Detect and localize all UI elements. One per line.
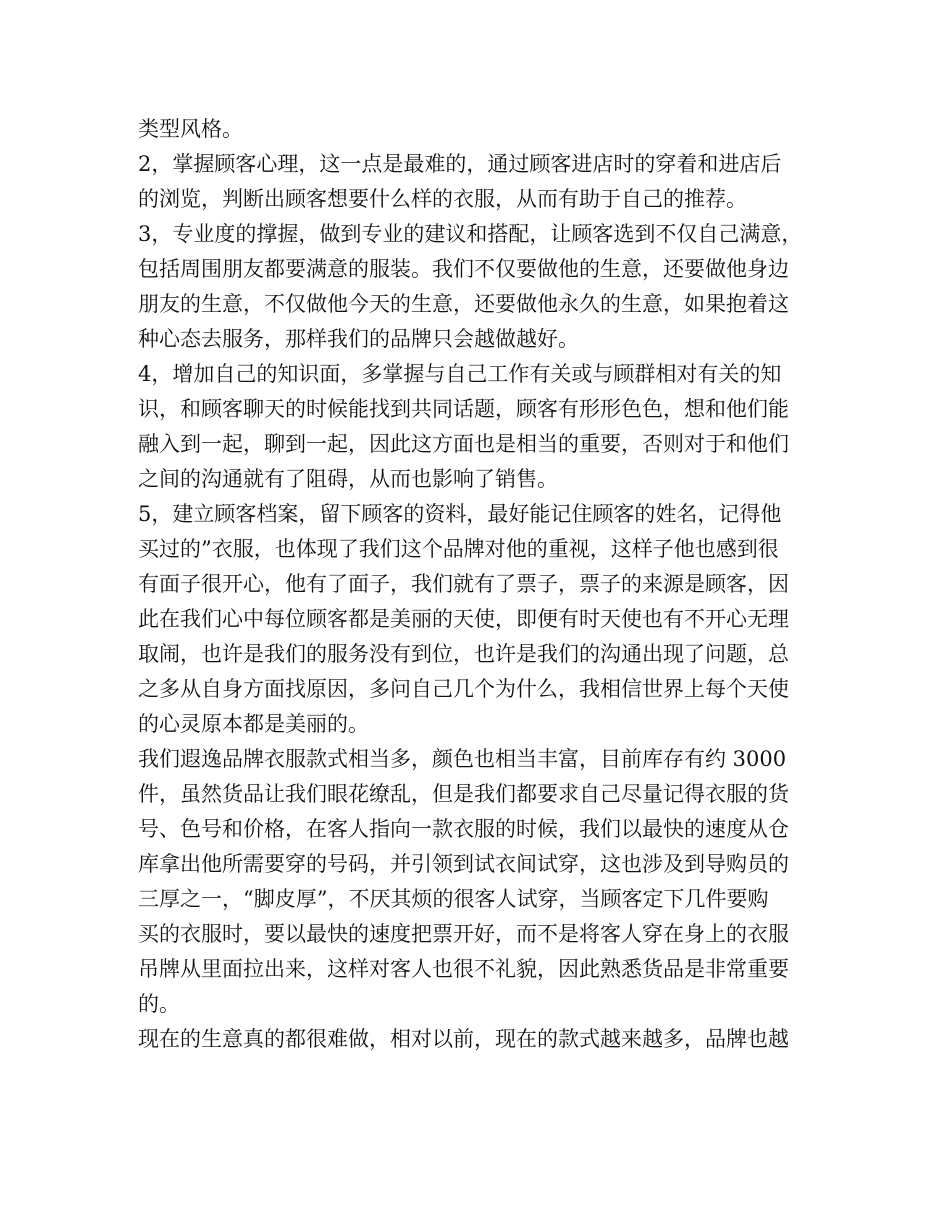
text-line: 号、色号和价格，在客人指向一款衣服的时候，我们以最快的速度从仓 xyxy=(138,817,789,841)
text-line: 5，建立顾客档案，留下顾客的资料，最好能记住顾客的姓名，记得他 xyxy=(138,502,782,526)
text-line: 类型风格。 xyxy=(138,117,243,141)
text-line: 包括周围朋友都要满意的服装。我们不仅要做他的生意，还要做他身边 xyxy=(138,257,789,281)
document-body-text xyxy=(138,112,828,1057)
text-line: 识，和顾客聊天的时候能找到共同话题，顾客有形形色色，想和他们能 xyxy=(138,397,789,421)
text-line: 此在我们心中每位顾客都是美丽的天使，即便有时天使也有不开心无理 xyxy=(138,607,789,631)
text-line: 买过的”衣服，也体现了我们这个品牌对他的重视，这样子他也感到很 xyxy=(138,537,779,561)
text-line: 之多从自身方面找原因，多问自己几个为什么，我相信世界上每个天使 xyxy=(138,677,789,701)
text-line: 种心态去服务，那样我们的品牌只会越做越好。 xyxy=(138,327,579,351)
text-line: 的心灵原本都是美丽的。 xyxy=(138,712,369,736)
text-line: 2，掌握顾客心理，这一点是最难的，通过顾客进店时的穿着和进店后 xyxy=(138,152,782,176)
text-line: 买的衣服时，要以最快的速度把票开好，而不是将客人穿在身上的衣服 xyxy=(138,922,789,946)
text-line: 件，虽然货品让我们眼花缭乱，但是我们都要求自己尽量记得衣服的货 xyxy=(138,782,789,806)
text-line: 三厚之一，“脚皮厚”，不厌其烦的很客人试穿，当顾客定下几件要购 xyxy=(138,887,769,911)
text-line: 库拿出他所需要穿的号码，并引领到试衣间试穿，这也涉及到导购员的 xyxy=(138,852,789,876)
text-line: 之间的沟通就有了阻碍，从而也影响了销售。 xyxy=(138,467,558,491)
text-line: 的浏览，判断出顾客想要什么样的衣服，从而有助于自己的推荐。 xyxy=(138,187,747,211)
text-line: 有面子很开心，他有了面子，我们就有了票子，票子的来源是顾客，因 xyxy=(138,572,789,596)
text-line: 现在的生意真的都很难做，相对以前，现在的款式越来越多，品牌也越 xyxy=(138,1027,789,1051)
text-line: 3，专业度的撑握，做到专业的建议和搭配，让顾客选到不仅自己满意， xyxy=(138,222,803,246)
text-line: 的。 xyxy=(138,992,180,1016)
text-line: 融入到一起，聊到一起，因此这方面也是相当的重要，否则对于和他们 xyxy=(138,432,789,456)
text-line: 朋友的生意，不仅做他今天的生意，还要做他永久的生意，如果抱着这 xyxy=(138,292,789,316)
text-line: 吊牌从里面拉出来，这样对客人也很不礼貌，因此熟悉货品是非常重要 xyxy=(138,957,789,981)
text-line: 取闹，也许是我们的服务没有到位，也许是我们的沟通出现了问题，总 xyxy=(138,642,789,666)
text-line: 我们遐逸品牌衣服款式相当多，颜色也相当丰富，目前库存有约 3000 xyxy=(138,747,787,771)
text-line: 4，增加自己的知识面，多掌握与自己工作有关或与顾群相对有关的知 xyxy=(138,362,782,386)
